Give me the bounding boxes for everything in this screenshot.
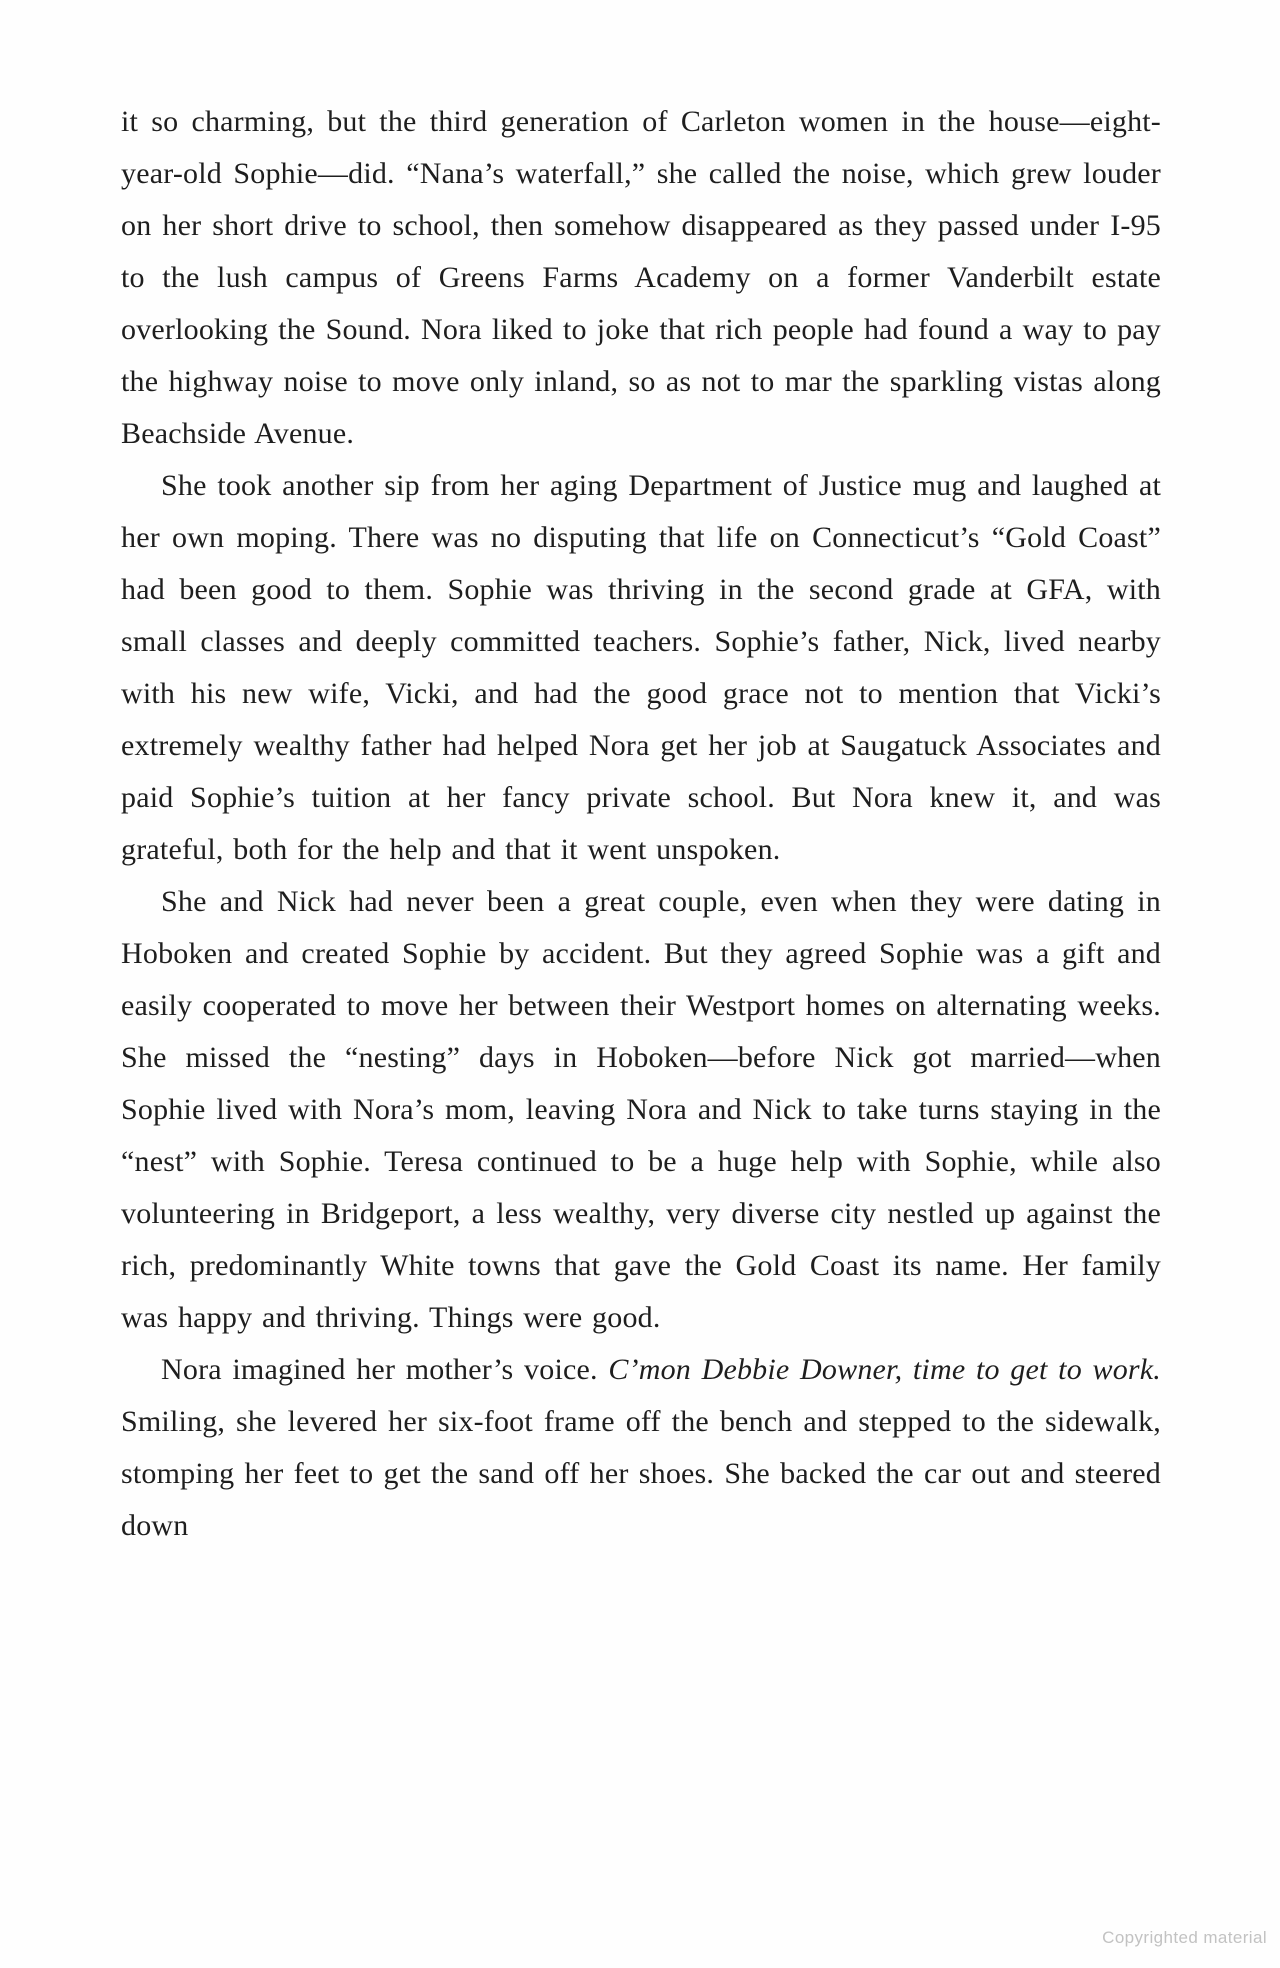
paragraph <box>121 1344 1161 1552</box>
paragraph: She took another sip from her aging Department of Justice mug and laughed at her own moping. There was no disputing that life on Connecticut’s “Gold Coast” had been good to them. Sophie was thriving in the second grade at GFA, with small classes and deeply committed teachers. Sophie’s father, Nick, lived nearby with his new wife, Vicki, and had the good grace not to mention that Vicki’s extremely wealthy father had helped Nora get her job at Saugatuck Associates and paid Sophie’s tuition at her fancy private school. But Nora knew it, and was grateful, both for the help and that it went unspoken. <box>121 469 1161 866</box>
paragraph-continuation: it so charming, but the third generation of Carleton women in the house—eight-year-old Sophie—did. “Nana’s waterfall,” she called the noise, which grew louder on her short drive to school, then somehow disappeared as they passed under I-95 to the lush campus of Greens Farms Academy on a former Vanderbilt estate overlooking the Sound. Nora liked to joke that rich people had found a way to pay the highway noise to move only inland, so as not to mar the sparkling vistas along Beachside Avenue. <box>121 105 1161 450</box>
paragraph: She and Nick had never been a great couple, even when they were dating in Hoboken and created Sophie by accident. But they agreed Sophie was a gift and easily cooperated to move her between their Westport homes on alternating weeks. She missed the “nesting” days in Hoboken—before Nick got married—when Sophie lived with Nora’s mom, leaving Nora and Nick to take turns staying in the “nest” with Sophie. Teresa continued to be a huge help with Sophie, while also volunteering in Bridgeport, a less wealthy, very diverse city nestled up against the rich, predominantly White towns that gave the Gold Coast its name. Her family was happy and thriving. Things were good. <box>121 885 1161 1334</box>
page-text-column <box>121 96 1161 1552</box>
paragraph-segment: Nora imagined her mother’s voice. <box>161 1353 609 1386</box>
paragraph-segment: Smiling, she levered her six-foot frame off the bench and stepped to the sidewalk, stomping her feet to get the sand off her shoes. She backed the car out and steered down <box>121 1405 1161 1542</box>
paragraph-segment-italic: C’mon Debbie Downer, time to get to work. <box>608 1353 1161 1386</box>
copyright-watermark: Copyrighted material <box>1102 1928 1267 1947</box>
